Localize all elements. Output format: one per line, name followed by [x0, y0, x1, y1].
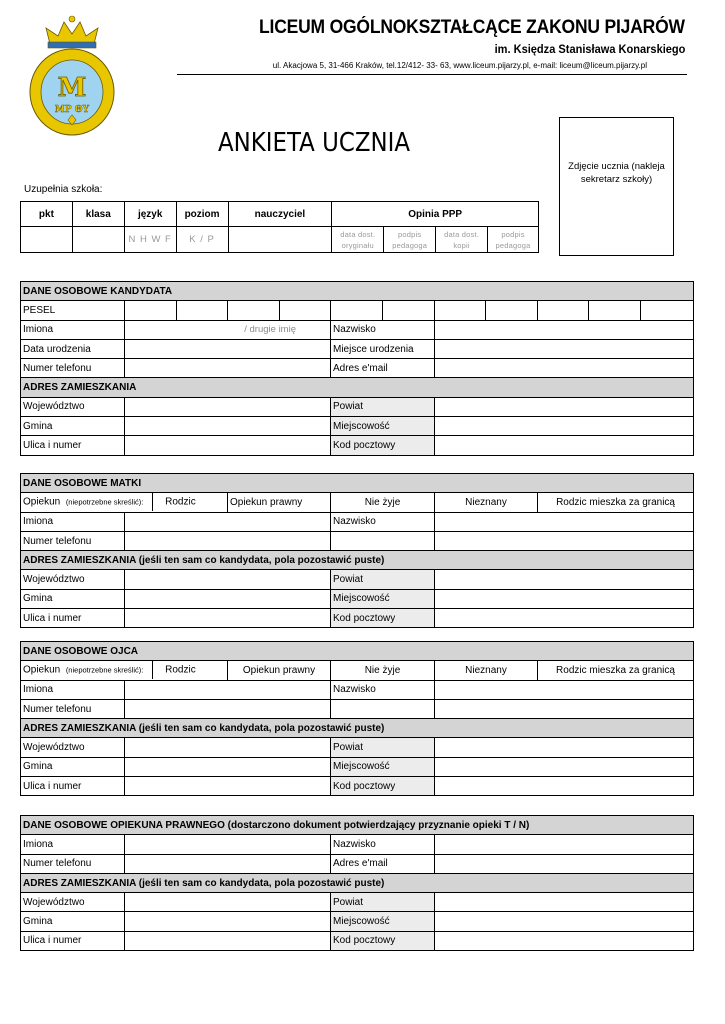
powiat-field[interactable] — [435, 893, 694, 912]
candidate-section — [20, 281, 694, 456]
opiekun-note: (niepotrzebne skreślić): — [65, 666, 144, 676]
powiat-field[interactable] — [435, 570, 694, 589]
imiona-label: Imiona — [21, 320, 125, 339]
miejscowosc-label: Miejscowość — [331, 757, 435, 776]
option-opiekun-prawny[interactable]: Opiekun prawny — [228, 493, 331, 512]
father-section-title: DANE OSOBOWE OJCA — [21, 642, 694, 661]
ulica-label: Ulica i numer — [21, 436, 125, 455]
empty-field[interactable] — [435, 531, 694, 550]
miejscowosc-label: Miejscowość — [331, 417, 435, 436]
opiekun-label — [21, 493, 228, 512]
pesel-digit[interactable] — [383, 301, 435, 320]
kod-field[interactable] — [435, 777, 694, 796]
telefon-label: Numer telefonu — [21, 854, 125, 873]
email-field[interactable] — [435, 359, 694, 378]
powiat-label: Powiat — [331, 893, 435, 912]
father-address-title: ADRES ZAMIESZKANIA (jeśli ten sam co kandydata, pola pozostawić puste) — [21, 719, 694, 738]
empty-label — [331, 699, 435, 718]
ulica-field[interactable] — [125, 436, 331, 455]
miejscowosc-field[interactable] — [435, 912, 694, 931]
data-urodzenia-field[interactable] — [125, 339, 331, 358]
kod-label: Kod pocztowy — [331, 609, 435, 628]
option-za-granica[interactable]: Rodzic mieszka za granicą — [538, 493, 694, 512]
kod-label: Kod pocztowy — [331, 931, 435, 950]
kod-field[interactable] — [435, 931, 694, 950]
pesel-digit[interactable] — [125, 301, 177, 320]
miejscowosc-field[interactable] — [435, 589, 694, 608]
mother-address-title: ADRES ZAMIESZKANIA (jeśli ten sam co kandydata, pola pozostawić puste) — [21, 551, 694, 570]
powiat-field[interactable] — [435, 738, 694, 757]
option-rodzic[interactable]: Rodzic — [165, 497, 196, 509]
col-klasa: klasa — [72, 202, 124, 227]
empty-field[interactable] — [435, 699, 694, 718]
wojewodztwo-label: Województwo — [21, 738, 125, 757]
nazwisko-label: Nazwisko — [331, 680, 435, 699]
ulica-label: Ulica i numer — [21, 609, 125, 628]
opiekun-text: Opiekun — [23, 665, 61, 677]
wojewodztwo-label: Województwo — [21, 397, 125, 416]
pesel-digit[interactable] — [280, 301, 331, 320]
photo-box-label: Zdjęcie ucznia (nakleja sekretarz szkoły) — [568, 161, 665, 185]
guardian-section-title: DANE OSOBOWE OPIEKUNA PRAWNEGO (dostarczono dokument potwierdzający przyznanie opieki T / N) — [21, 816, 694, 835]
powiat-label: Powiat — [331, 738, 435, 757]
ppp-data-oryginalu[interactable]: data dost. oryginału — [332, 227, 384, 253]
opiekun-text: Opiekun — [23, 497, 61, 509]
wojewodztwo-label: Województwo — [21, 570, 125, 589]
ppp-podpis-pedagoga-2[interactable]: podpis pedagoga — [488, 227, 539, 253]
nauczyciel-field[interactable] — [228, 227, 332, 253]
imiona-label: Imiona — [21, 680, 125, 699]
school-table — [20, 201, 539, 253]
ppp-data-kopii[interactable]: data dost. kopii — [436, 227, 488, 253]
wojewodztwo-field[interactable] — [125, 893, 331, 912]
candidate-address-title: ADRES ZAMIESZKANIA — [21, 378, 694, 397]
empty-label — [331, 531, 435, 550]
telefon-field[interactable] — [125, 531, 331, 550]
option-opiekun-prawny[interactable]: Opiekun prawny — [228, 661, 331, 680]
miejscowosc-field[interactable] — [435, 757, 694, 776]
col-pkt: pkt — [21, 202, 73, 227]
telefon-label: Numer telefonu — [21, 531, 125, 550]
pesel-digit[interactable] — [228, 301, 280, 320]
pesel-digit[interactable] — [177, 301, 228, 320]
school-patron: im. Księdza Stanisława Konarskiego — [494, 42, 685, 56]
svg-text:M: M — [57, 73, 87, 103]
telefon-label: Numer telefonu — [21, 359, 125, 378]
gmina-field[interactable] — [125, 757, 331, 776]
svg-text:MP ΘY: MP ΘY — [54, 105, 90, 115]
gmina-label: Gmina — [21, 757, 125, 776]
school-fill-label: Uzupełnia szkoła: — [24, 184, 103, 195]
header-divider — [177, 74, 687, 75]
telefon-field[interactable] — [125, 854, 331, 873]
cell-divider — [152, 493, 153, 511]
option-za-granica[interactable]: Rodzic mieszka za granicą — [538, 661, 694, 680]
imiona-field[interactable] — [125, 512, 331, 531]
col-poziom: poziom — [176, 202, 228, 227]
wojewodztwo-label: Województwo — [21, 893, 125, 912]
nazwisko-field[interactable] — [435, 320, 694, 339]
gmina-field[interactable] — [125, 912, 331, 931]
wojewodztwo-field[interactable] — [125, 397, 331, 416]
mother-section-title: DANE OSOBOWE MATKI — [21, 474, 694, 493]
page-title: ANKIETA UCZNIA — [218, 128, 411, 158]
poziom-options[interactable]: K / P — [176, 227, 228, 253]
opiekun-note: (niepotrzebne skreślić): — [65, 498, 144, 508]
powiat-label: Powiat — [331, 397, 435, 416]
klasa-field[interactable] — [72, 227, 124, 253]
col-jezyk: język — [124, 202, 176, 227]
imiona-field[interactable] — [125, 835, 331, 854]
data-urodzenia-label: Data urodzenia — [21, 339, 125, 358]
miejscowosc-label: Miejscowość — [331, 912, 435, 931]
miejsce-urodzenia-label: Miejsce urodzenia — [331, 339, 435, 358]
gmina-label: Gmina — [21, 417, 125, 436]
pesel-digit[interactable] — [641, 301, 694, 320]
pesel-label: PESEL — [21, 301, 125, 320]
candidate-section-title: DANE OSOBOWE KANDYDATA — [21, 282, 694, 301]
ulica-field[interactable] — [125, 931, 331, 950]
email-label: Adres e'mail — [331, 854, 435, 873]
miejsce-urodzenia-field[interactable] — [435, 339, 694, 358]
nazwisko-field[interactable] — [435, 835, 694, 854]
guardian-address-title: ADRES ZAMIESZKANIA (jeśli ten sam co kandydata, pola pozostawić puste) — [21, 873, 694, 892]
nazwisko-label: Nazwisko — [331, 835, 435, 854]
cell-divider — [152, 661, 153, 679]
miejscowosc-field[interactable] — [435, 417, 694, 436]
pesel-digit[interactable] — [486, 301, 538, 320]
wojewodztwo-field[interactable] — [125, 570, 331, 589]
powiat-label: Powiat — [331, 570, 435, 589]
imiona-label: Imiona — [21, 835, 125, 854]
powiat-field[interactable] — [435, 397, 694, 416]
option-nieznany[interactable]: Nieznany — [435, 493, 538, 512]
pkt-field[interactable] — [21, 227, 73, 253]
telefon-label: Numer telefonu — [21, 699, 125, 718]
option-nieznany[interactable]: Nieznany — [435, 661, 538, 680]
kod-field[interactable] — [435, 436, 694, 455]
option-nie-zyje[interactable]: Nie żyje — [331, 493, 435, 512]
option-nie-zyje[interactable]: Nie żyje — [331, 661, 435, 680]
ulica-field[interactable] — [125, 777, 331, 796]
photo-box — [559, 117, 674, 256]
gmina-label: Gmina — [21, 589, 125, 608]
nazwisko-field[interactable] — [435, 512, 694, 531]
ulica-label: Ulica i numer — [21, 777, 125, 796]
pesel-digit[interactable] — [589, 301, 641, 320]
imiona-field[interactable] — [125, 680, 331, 699]
opiekun-label — [21, 661, 228, 680]
school-crest-logo — [28, 14, 116, 136]
pesel-digit[interactable] — [331, 301, 383, 320]
father-section — [20, 641, 694, 796]
kod-field[interactable] — [435, 609, 694, 628]
ppp-podpis-pedagoga-1[interactable]: podpis pedagoga — [384, 227, 436, 253]
miejscowosc-label: Miejscowość — [331, 589, 435, 608]
gmina-field[interactable] — [125, 589, 331, 608]
ulica-field[interactable] — [125, 609, 331, 628]
telefon-field[interactable] — [125, 699, 331, 718]
col-nauczyciel: nauczyciel — [228, 202, 332, 227]
ulica-label: Ulica i numer — [21, 931, 125, 950]
telefon-field[interactable] — [125, 359, 331, 378]
kod-label: Kod pocztowy — [331, 436, 435, 455]
pesel-digit[interactable] — [435, 301, 486, 320]
email-label: Adres e'mail — [331, 359, 435, 378]
nazwisko-field[interactable] — [435, 680, 694, 699]
pesel-digit[interactable] — [538, 301, 589, 320]
gmina-label: Gmina — [21, 912, 125, 931]
guardian-section — [20, 815, 694, 951]
school-address: ul. Akacjowa 5, 31-466 Kraków, tel.12/412- 33- 63, www.liceum.pijarzy.pl, e-mail: liceum@liceum.pijarzy.pl — [272, 61, 647, 70]
col-opinia-ppp: Opinia PPP — [332, 202, 539, 227]
nazwisko-label: Nazwisko — [331, 320, 435, 339]
school-name: LICEUM OGÓLNOKSZTAŁCĄCE ZAKONU PIJARÓW — [259, 17, 685, 38]
imiona-field[interactable]: / drugie imię — [125, 320, 331, 339]
imiona-label: Imiona — [21, 512, 125, 531]
email-field[interactable] — [435, 854, 694, 873]
jezyk-options[interactable]: N H W F — [124, 227, 176, 253]
kod-label: Kod pocztowy — [331, 777, 435, 796]
wojewodztwo-field[interactable] — [125, 738, 331, 757]
nazwisko-label: Nazwisko — [331, 512, 435, 531]
option-rodzic[interactable]: Rodzic — [165, 665, 196, 677]
mother-section — [20, 473, 694, 628]
gmina-field[interactable] — [125, 417, 331, 436]
